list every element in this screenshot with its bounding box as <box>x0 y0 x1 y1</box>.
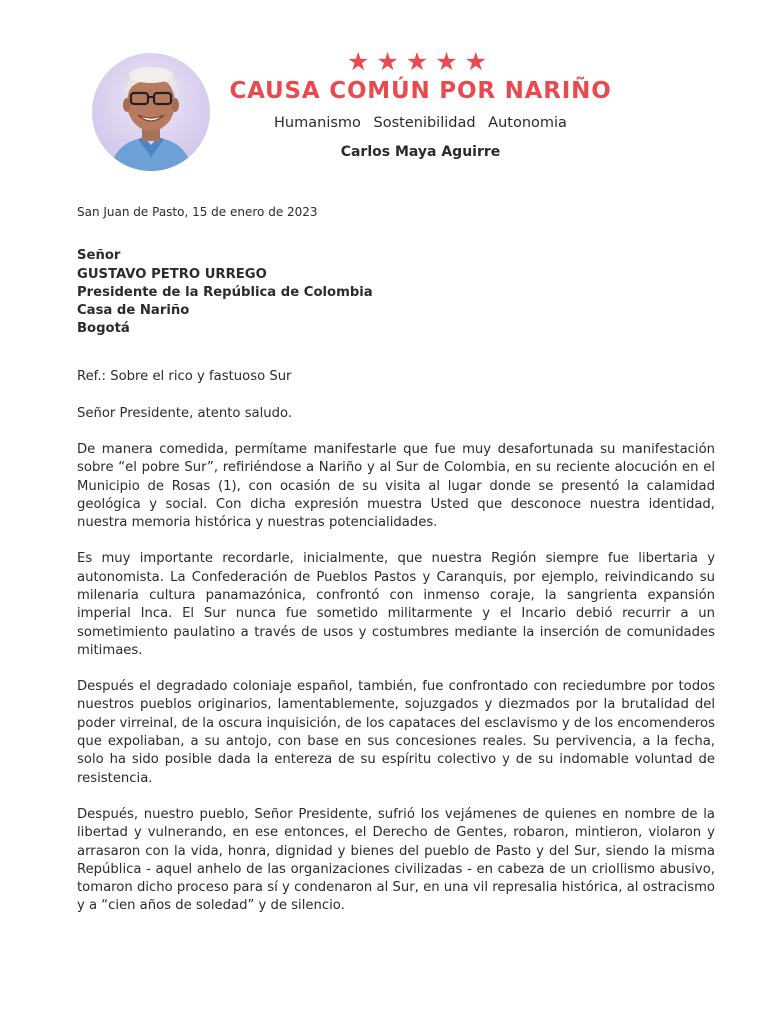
addressee-line: GUSTAVO PETRO URREGO <box>77 266 267 282</box>
paragraph: Después el degradado coloniaje español, también, fue confrontado con reciedumbre por todos nuestros pueblos originarios, lamentablemente, sojuzgados y diezmados por la brutalidad del poder virreinal, de la oscura inquisición, de los capataces del esclavismo y de los encomenderos que expoliaban, a su antojo, con base en sus concesiones reales. Su pervivencia, a la fecha, solo ha sido posible dada la entereza de su espíritu colectivo y de su indomable voluntad de resistencia. <box>77 679 715 786</box>
tagline-item: Humanismo <box>274 115 361 131</box>
addressee-line: Bogotá <box>77 321 130 337</box>
tagline-item: Sostenibilidad <box>373 115 476 131</box>
tagline <box>0 113 768 133</box>
paragraph: Es muy importante recordarle, inicialmente, que nuestra Región siempre fue libertaria y autonomista. La Confederación de Pueblos Pastos y Caranquis, por ejemplo, reivindicando su milenaria cultura panamazónica, confrontó con inmenso coraje, la sangrienta expansión imperial Inca. El Sur nunca fue sometido militarmente y el Incario debió recurrir a un sometimiento paulatino a través de usos y costumbres mediante la inserción de comunidades mitimaes. <box>77 551 715 658</box>
letterhead <box>0 0 768 190</box>
paragraph: De manera comedida, permítame manifestarle que fue muy desafortunada su manifestación sobre “el pobre Sur”, refiriéndose a Nariño y al Sur de Colombia, en su reciente alocución en el Municipio de Rosas (1), con ocasión de su visita al lugar donde se presentó la calamidad geológica y social. Con dicha expresión muestra Usted que desconoce nuestra identidad, nuestra memoria histórica y nuestras potencialidades. <box>77 441 715 531</box>
author-name: Carlos Maya Aguirre <box>340 144 501 160</box>
greeting: Señor Presidente, atento saludo. <box>77 405 293 421</box>
addressee-block <box>77 247 715 338</box>
letter-date: San Juan de Pasto, 15 de enero de 2023 <box>77 205 318 219</box>
addressee-line: Casa de Nariño <box>77 302 190 318</box>
tagline-item: Autonomia <box>488 115 567 131</box>
addressee-line: Presidente de la República de Colombia <box>77 284 373 300</box>
brand-title: CAUSA COMÚN POR NARIÑO <box>229 78 612 104</box>
letter-body <box>77 203 715 934</box>
paragraph: Después, nuestro pueblo, Señor Presidente, sufrió los vejámenes de quienes en nombre de la libertad y vulnerando, en ese entonces, el Derecho de Gentes, robaron, mintieron, violaron y arrasaron con la vida, honra, dignidad y bienes del pueblo de Pasto y del Sur, siendo la misma República - aquel anhelo de las organizaciones civilizadas - en cabeza de un criollismo abusivo, tomaron dicho proceso para sí y condenaron al Sur, en una vil represalia histórica, al ostracismo y a “cien años de soledad” y de silencio. <box>77 806 715 914</box>
stars-decoration: ★★★★★ <box>346 47 495 76</box>
addressee-line: Señor <box>77 248 121 264</box>
reference-line: Ref.: Sobre el rico y fastuoso Sur <box>77 369 292 385</box>
